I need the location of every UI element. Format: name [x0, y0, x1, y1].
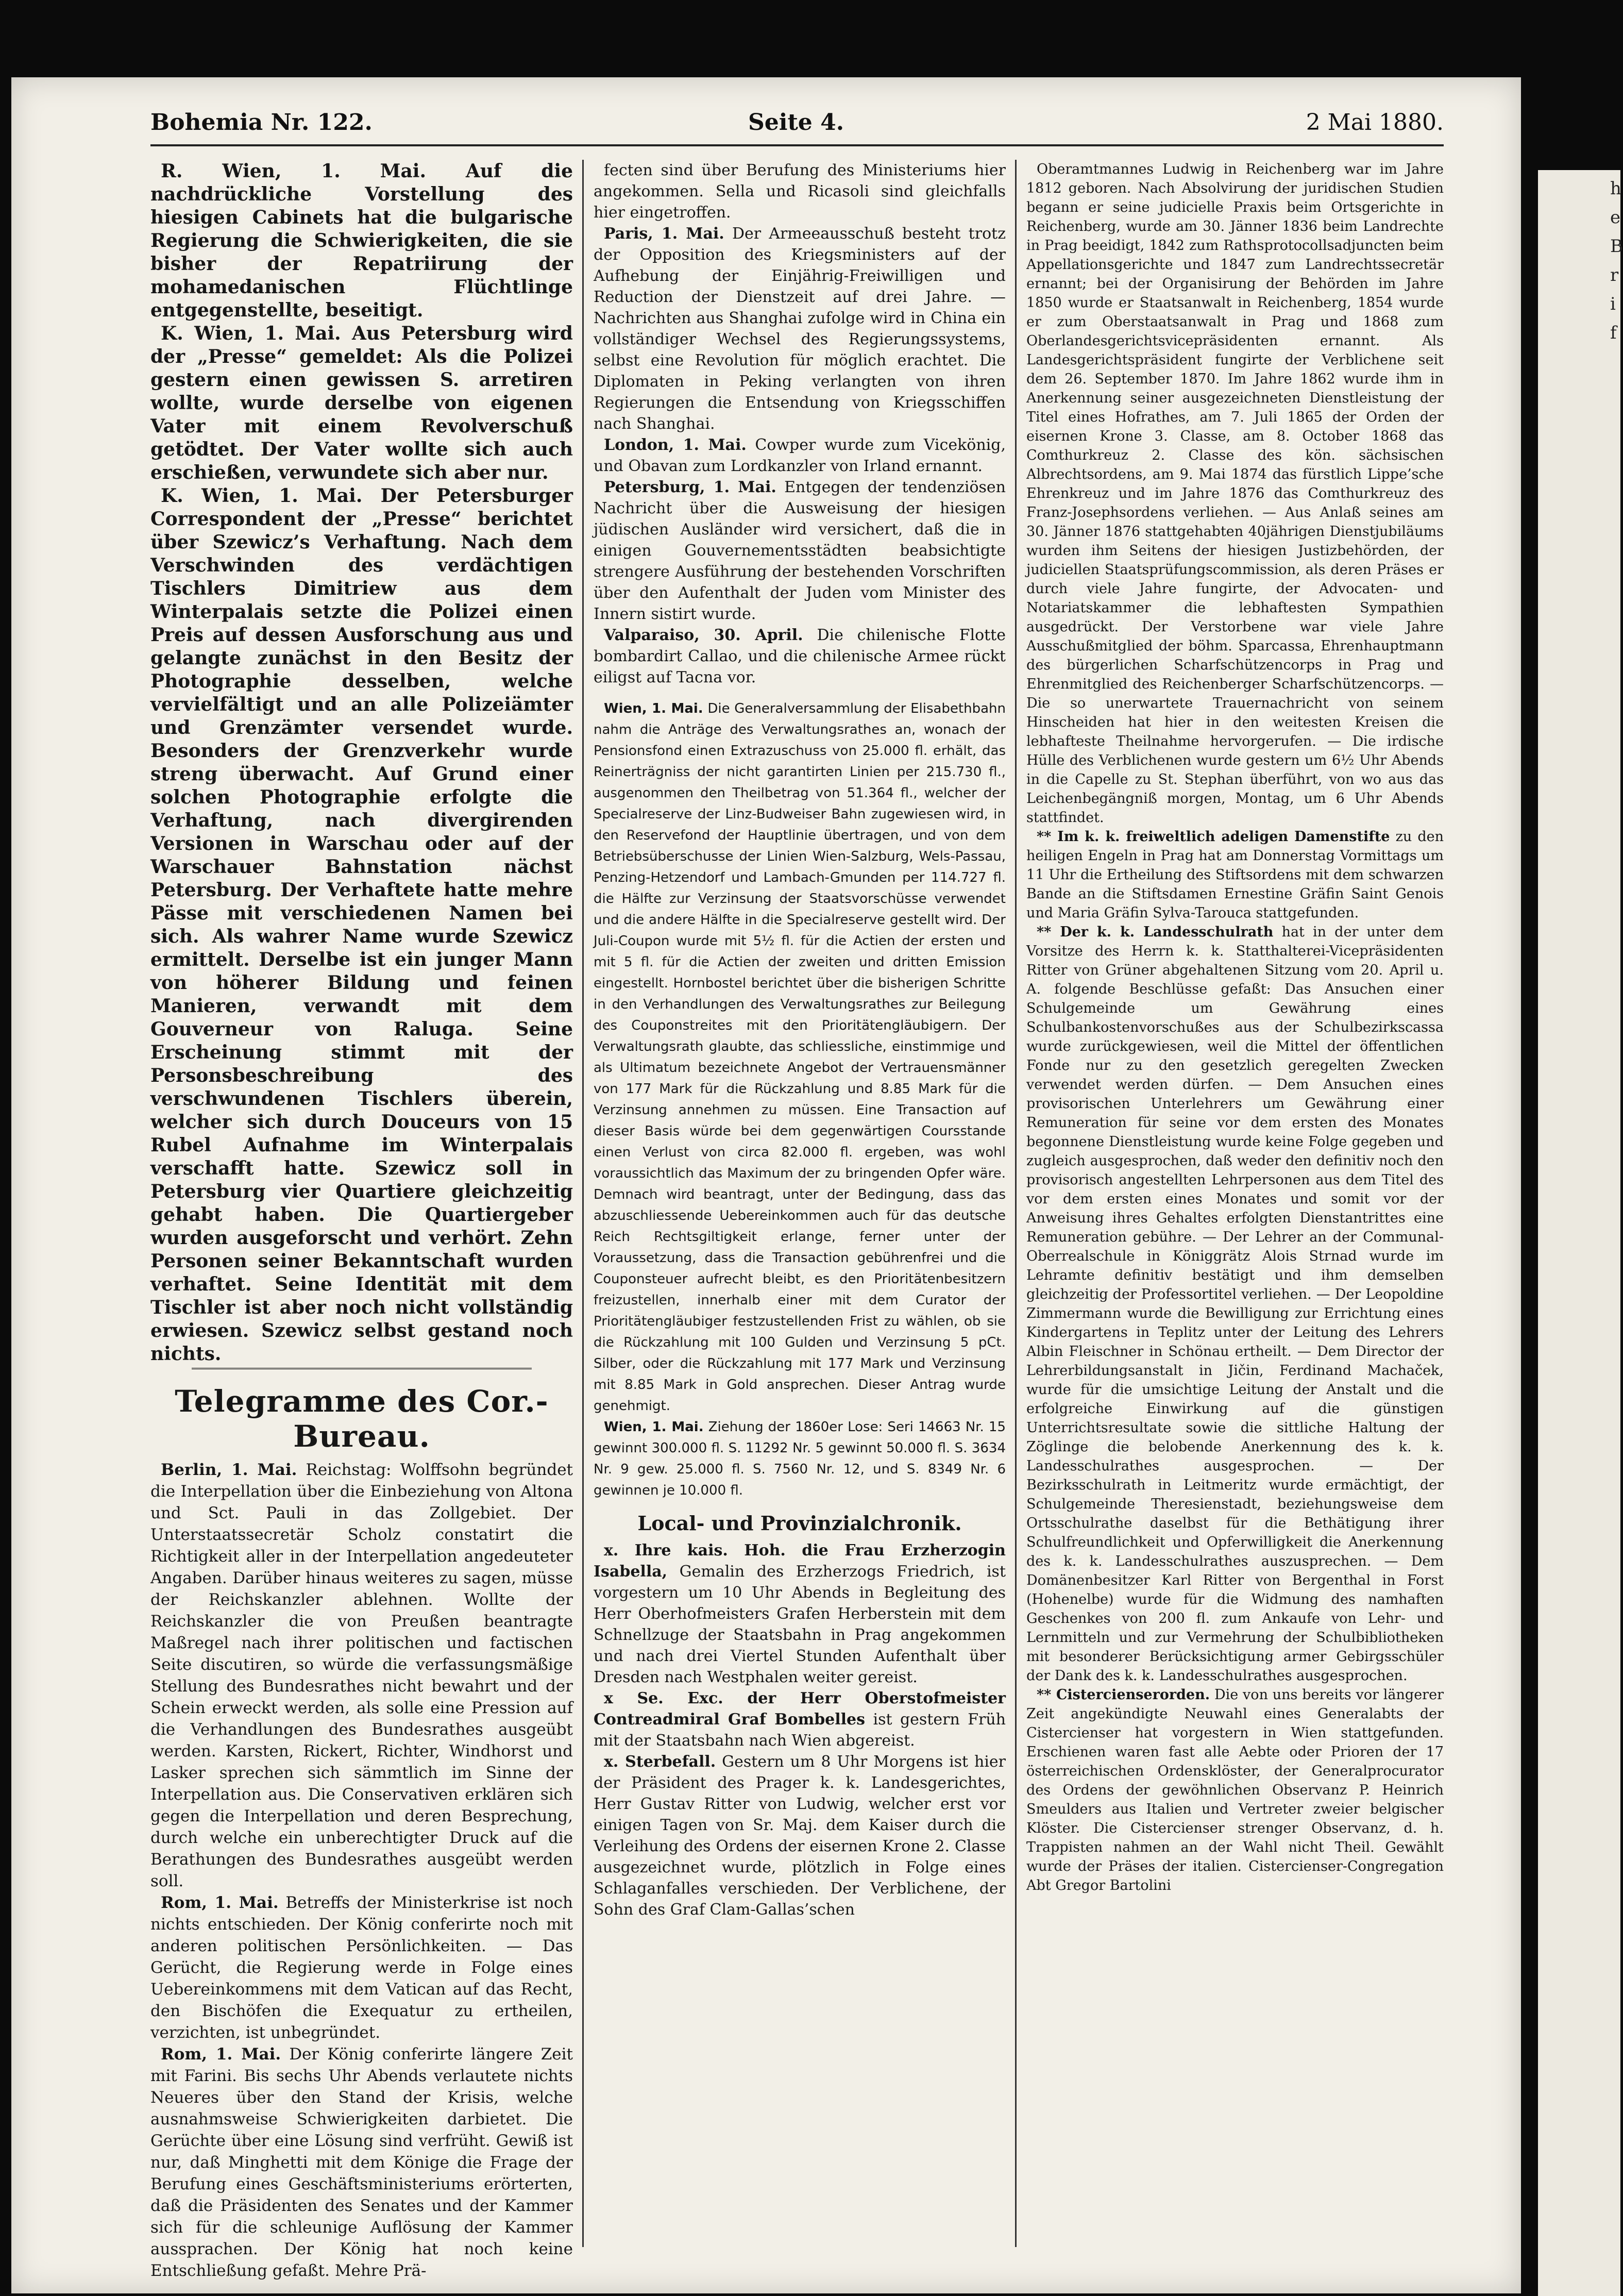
dateline: Paris, 1. Mai.: [604, 225, 724, 243]
financial-notice: [594, 1417, 1006, 1501]
telegram: [594, 160, 1006, 223]
header-rule: [150, 144, 1444, 146]
article: [150, 322, 573, 484]
telegram: [150, 2043, 573, 2282]
telegram-text: Die chilenische Flotte bombardirt Callao, und die chilenische Armee rückt eiligst auf Tacna vor.: [594, 626, 1006, 686]
local-text: Gestern um 8 Uhr Morgens ist hier der Präsident des Prager k. k. Landesgerichtes, Herr Gustav Ritter von Ludwig, welcher erst vor einigen Tagen von Sr. Maj. dem Kaiser durch die Verleihung des Ordens der eisernen Krone 2. Classe ausgezeichnet wurde, plötzlich in Folge eines Schlaganfalles verschieden. Der Verblichene, der Sohn des Graf Clam-Gallas’schen: [594, 1753, 1006, 1919]
telegram-text: Der Armeeausschuß besteht trotz der Opposition des Kriegsministers auf der Aufhebung der Einjährig-Freiwilligen und Reduction der Dienstzeit auf drei Jahre. — Nachrichten aus Shanghai zufolge wird in China ein vollständiger Wechsel des Regierungssystems, selbst eine Revolution für möglich erachtet. Die Diplomaten in Peking verlangten von ihren Regierungen die Entsendung von Kriegsschiffen nach Shanghai.: [594, 225, 1006, 433]
headline: ** Der k. k. Landesschulrath: [1037, 924, 1274, 940]
dateline: Rom, 1. Mai.: [161, 2045, 281, 2064]
telegram: [594, 477, 1006, 625]
local-news: [1026, 160, 1444, 827]
adjacent-page-fragment: e: [1610, 207, 1621, 228]
adjacent-page-fragment: r: [1610, 265, 1619, 286]
headline: x. Sterbefall.: [604, 1753, 716, 1771]
article-text: Auf die nachdrückliche Vorstellung des hiesigen Cabinets hat die bulgarische Regierung die Schwierigkeiten, die sie bisher der Repatriirung der mohamedanischen Flüchtlinge entgegenstellte, beseitigt.: [150, 160, 573, 321]
local-text: Gemalin des Erzherzogs Friedrich, ist vorgestern um 10 Uhr Abends in Begleitung des Herr Oberhofmeisters Grafen Herberstein mit dem Schnellzuge der Staatsbahn in Prag angekommen und nach drei Viertel Stunden Aufenthalt über Dresden nach Westphalen weiter gereist.: [594, 1563, 1006, 1686]
header-page-number: Seite 4.: [748, 109, 844, 136]
telegram-text: Cowper wurde zum Vicekönig, und Obavan zum Lordkanzler von Irland ernannt.: [594, 436, 1006, 475]
page-header: [150, 109, 1444, 140]
article: [150, 160, 573, 322]
headline: x. Ihre kais. Hoh. die Frau Erzherzogin Isabella,: [594, 1541, 1006, 1581]
adjacent-page-fragment: B: [1610, 236, 1623, 257]
local-text: hat in der unter dem Vorsitze des Herrn k. k. Statthalterei-Vicepräsidenten Ritter von Grüner abgehaltenen Sitzung vom 20. April u. A. folgende Beschlüsse gefaßt: Das Ansuchen einer Schulgemeinde um Gewährung eines Schulbankostenvorschußes aus der Schulbezirkscassa wurde zurückgewiesen, weil die Mittel der öffentlichen Fonde nur zu den gesetzlich geregelten Zwecken verwendet werden dürfen. — Dem Ansuchen eines provisorischen Unterlehrers um Gewährung einer Remuneration für seine vor dem ersten des Monates begonnene Dienstleistung wurde keine Folge gegeben und zugleich ausgesprochen, daß weder den definitiv noch den provisorisch angestellten Lehrpersonen aus dem Titel des vor dem ersten eines Monates und somit vor der Anweisung ihres Gehaltes erfolgten Dienstantrittes eine Remuneration gebühre. — Der Lehrer an der Communal-Oberrealschule in Königgrätz Alois Strnad wurde im Lehramte definitiv bestätigt und ihm demselben gleichzeitig der Professortitel verliehen. — Der Leopoldine Zimmermann wurde die Bewilligung zur Errichtung eines Kindergartens in Teplitz unter der Leitung des Lehrers Albin Fleischner in Schönau ertheilt. — Dem Director der Lehrerbildungsanstalt in Jičin, Ferdinand Machaček, wurde für die umsichtige Leitung der Anstalt und die erfolgreiche Einwirkung auf die günstigen Unterrichtsresultate sowie die sittliche Haltung der Zöglinge die belobende Anerkennung des k. k. Landesschulrathes ausgesprochen. — Der Bezirksschulrath in Leitmeritz wurde ermächtigt, der Schulgemeinde Theresienstadt, beziehungsweise dem Ortsschulrathe daselbst für die Bethätigung ihrer Schulfreundlichkeit und Opferwilligkeit die Anerkennung des k. k. Landesschulrathes auszusprechen. — Dem Domänenbesitzer Karl Ritter von Bergenthal in Forst (Hohenelbe) wurde für die Widmung des namhaften Geschenkes von 200 fl. zum Ankaufe von Lehr- und Lernmitteln und zur Vermehrung der Schulbibliotheken mit besonderer Berücksichtigung armer Gebirgsschüler der Dank des k. k. Landesschulrathes ausgesprochen.: [1026, 924, 1444, 1684]
local-text: Oberamtmannes Ludwig in Reichenberg war im Jahre 1812 geboren. Nach Absolvirung der juridischen Studien begann er seine judicielle Praxis beim Ortsgerichte in Reichenberg, wurde am 30. Jänner 1836 beim Landrechte in Prag beeidigt, 1842 zum Rathsprotocollsadjuncten beim Appellationsgerichte und 1847 zum Landrechtssecretär ernannt; bei der Organisirung der Behörden im Jahre 1850 wurde er Staatsanwalt in Reichenberg, 1854 wurde er zum Oberstaatsanwalt in Prag und 1868 zum Oberlandesgerichtsvicepräsidenten ernannt. Als Landesgerichtspräsident fungirte der Verblichene seit dem 26. September 1870. Im Jahre 1862 wurde ihm in Anerkennung seiner ausgezeichneten Dienstleistung der Titel eines Hofrathes, am 7. Juli 1865 der Orden der eisernen Krone 3. Classe, am 8. October 1868 das Comthurkreuz 2. Classe des kön. sächsischen Albrechtsordens, am 9. Mai 1874 das fürstlich Lippe’sche Ehrenkreuz und im Jahre 1876 das Comthurkreuz des Franz-Josephsordens verliehen. — Aus Anlaß seines am 30. Jänner 1876 stattgehabten 40jährigen Dienstjubiläums wurden ihm Seitens der hiesigen Justizbehörden, der judiciellen Staatsprüfungscommission, als deren Präses er durch viele Jahre fungirte, der Advocaten- und Notariatskammer die lebhaftesten Sympathien ausgedrückt. Der Verstorbene war viele Jahre Ausschußmitglied der böhm. Sparcassa, Ehrenhauptmann des bürgerlichen Scharfschützencorps in Prag und Ehrenmitglied des Reichenberger Scharfschützencorps. — Die so unerwartete Trauernachricht von seinem Hinscheiden hat hier in den weitesten Kreisen die lebhafteste Theilnahme hervorgerufen. — Die irdische Hülle des Verblichenen wurde gestern um 6½ Uhr Abends in die Capelle zu St. Stephan überführt, von wo aus das Leichenbegängniß morgen, Montag, um 6 Uhr Abends stattfindet.: [1026, 161, 1444, 826]
separator: [192, 1368, 532, 1375]
local-news: [594, 1540, 1006, 1688]
column-3: [1026, 160, 1444, 1895]
telegram-text: fecten sind über Berufung des Ministeriums hier angekommen. Sella und Ricasoli sind gleichfalls hier eingetroffen.: [594, 161, 1006, 222]
local-news: [1026, 923, 1444, 1685]
dateline: Valparaiso, 30. April.: [604, 626, 803, 644]
telegram: [594, 625, 1006, 688]
article-text: Der Petersburger Correspondent der „Presse“ berichtet über Szewicz’s Verhaftung. Nach dem Verschwinden des verdächtigen Tischlers Dimitriew aus dem Winterpalais setzte die Polizei einen Preis auf dessen Ausforschung aus und gelangte zunächst in den Besitz der Photographie desselben, welche vervielfältigt und an alle Polizeiämter und Grenzämter versendet wurde. Besonders der Grenzverkehr wurde streng überwacht. Auf Grund einer solchen Photographie erfolgte die Verhaftung, nach divergirenden Versionen in Warschau oder auf der Warschauer Bahnstation nächst Petersburg. Der Verhaftete hatte mehre Pässe mit verschiedenen Namen bei sich. Als wahrer Name wurde Szewicz ermittelt. Derselbe ist ein junger Mann von höherer Bildung und feinen Manieren, verwandt mit dem Gouverneur von Raluga. Seine Erscheinung stimmt mit der Personsbeschreibung des verschwundenen Tischlers überein, welcher sich durch Douceurs von 15 Rubel Aufnahme im Winterpalais verschafft hatte. Szewicz soll in Petersburg vier Quartiere gleichzeitig gehabt haben. Die Quartiergeber wurden ausgeforscht und verhört. Zehn Personen seiner Bekanntschaft wurden verhaftet. Seine Identität mit dem Tischler ist aber noch nicht vollständig erwiesen. Szewicz selbst gestand noch nichts.: [150, 485, 573, 1365]
headline: x Se. Exc. der Herr Oberstofmeister Contreadmiral Graf Bombelles: [594, 1689, 1006, 1729]
section-title-local: Local- und Provinzialchronik.: [637, 1512, 962, 1535]
local-news: [1026, 1685, 1444, 1895]
local-news: [594, 1751, 1006, 1920]
local-text: zu den heiligen Engeln in Prag hat am Donnerstag Vormittags um 11 Uhr die Ertheilung des Stiftsordens mit dem schwarzen Bande an die Stiftsdamen Ernestine Gräfin Saint Genois und Maria Gräfin Sylva-Tarouca stattgefunden.: [1026, 829, 1444, 921]
telegram-text: Betreffs der Ministerkrise ist noch nichts entschieden. Der König conferirte noch mit anderen politischen Persönlichkeiten. — Das Gerücht, die Regierung werde in Folge eines Uebereinkommens mit dem Vatican auf das Recht, den Bischöfen die Exequatur zu ertheilen, verzichten, ist unbegründet.: [150, 1893, 573, 2042]
article-text: Aus Petersburg wird der „Presse“ gemeldet: Als die Polizei gestern einen gewissen S. arretiren wollte, wurde derselbe von eigenen Vater mit einem Revolverschuß getödtet. Der Vater wollte sich auch erschießen, verwundete sich aber nur.: [150, 323, 573, 483]
local-news: [1026, 827, 1444, 923]
local-news: [594, 1688, 1006, 1751]
newspaper-page: [11, 77, 1521, 2293]
column-divider: [1015, 160, 1017, 2247]
local-text: Die von uns bereits vor längerer Zeit angekündigte Neuwahl eines Generalabts der Cistercienser hat vorgestern in Wien stattgefunden. Erschienen waren fast alle Aebte oder Prioren der 17 österreichischen Ordensklöster, der Generalprocurator des Ordens der gewöhnlichen Observanz P. Heinrich Smeulders aus Italien und Vertreter zweier belgischer Klöster. Die Cistercienser strenger Observanz, d. h. Trappisten nahmen an der Wahl nicht Theil. Gewählt wurde der Präses der italien. Cistercienser-Congregation Abt Gregor Bartolini: [1026, 1687, 1444, 1893]
dateline: K. Wien, 1. Mai.: [161, 485, 363, 507]
dateline: K. Wien, 1. Mai.: [161, 323, 341, 344]
telegram: [150, 1459, 573, 1892]
adjacent-page-edge: [1538, 170, 1623, 2296]
dateline: Wien, 1. Mai.: [604, 1419, 704, 1435]
telegram: [150, 1892, 573, 2043]
notice-text: Ziehung der 1860er Lose: Seri 14663 Nr. 15 gewinnt 300.000 fl. S. 11292 Nr. 5 gewinnt 50.000 fl. S. 3634 Nr. 9 gew. 25.000 fl. S. 7560 Nr. 12, und S. 8349 Nr. 6 gewinnen je 10.000 fl.: [594, 1419, 1006, 1498]
notice-text: Die Generalversammlung der Elisabethbahn nahm die Anträge des Verwaltungsrathes an, wonach der Pensionsfond einen Extrazuschuss von 25.000 fl. erhält, das Reinerträgniss der nicht garantirten Linien per 215.730 fl., ausgenommen den Theilbetrag von 51.364 fl., welcher der Specialreserve der Linz-Budweiser Bahn zugewiesen wird, in den Reservefond der Hauptlinie übertragen, und von dem Betriebsüberschusse der Linien Wien-Salzburg, Wels-Passau, Penzing-Hetzendorf und Lambach-Gmunden per 114.727 fl. die Hälfte zur Verzinsung der Staatsvorschüsse verwendet und die andere Hälfte in die Specialreserve gestellt wird. Der Juli-Coupon wurde mit 5½ fl. für die Actien der ersten und mit 5 fl. für die Actien der zweiten und dritten Emission eingestellt. Hornbostel berichtet über die bisherigen Schritte in den Verhandlungen des Verwaltungsrathes zur Beilegung des Couponstreites mit den Prioritätengläubigern. Der Verwaltungsrath glaubte, das schliessliche, einstimmige und als Ultimatum bezeichnete Angebot der Vertrauensmänner von 177 Mark für die Rückzahlung und 8.85 Mark für die Verzinsung annehmen zu müssen. Eine Transaction auf dieser Basis würde bei dem gegenwärtigen Coursstande einen Verlust von circa 82.000 fl. ergeben, was wohl voraussichtlich das Maximum der zu bringenden Opfer wäre. Demnach wird beantragt, unter der Bedingung, dass das abzuschliessende Uebereinkommen auch für das deutsche Reich Rechtsgiltigkeit erlange, ferner unter der Voraussetzung, dass die Transaction gebührenfrei und die Couponsteuer aufrecht bleibt, es den Prioritätenbesitzern freizustellen, innerhalb einer mit dem Curator der Prioritätengläubiger festzustellenden Frist zu wählen, ob sie die Rückzahlung mit 100 Gulden und Verzinsung 5 pCt. Silber, oder die Rückzahlung mit 177 Mark und Verzinsung mit 8.85 Mark in Gold ansprechen. Dieser Antrag wurde genehmigt.: [594, 701, 1006, 1414]
section-title-telegrams: Telegramme des Cor.-Bureau.: [175, 1384, 549, 1454]
dateline: Petersburg, 1. Mai.: [604, 478, 776, 496]
dateline: Wien, 1. Mai.: [604, 701, 703, 716]
adjacent-page-fragment: h: [1610, 178, 1621, 199]
financial-notice: [594, 698, 1006, 1417]
headline: ** Im k. k. freiweltlich adeligen Damenstifte: [1037, 829, 1390, 845]
telegram: [594, 434, 1006, 477]
column-divider: [582, 160, 584, 2247]
local-text: ist gestern Früh mit der Staatsbahn nach Wien abgereist.: [594, 1711, 1006, 1750]
telegram: [594, 223, 1006, 434]
telegram-text: Reichstag: Wolffsohn begründet die Interpellation über die Einbeziehung von Altona und Sct. Pauli in das Zollgebiet. Der Unterstaatssecretär Scholz constatirt die Richtigkeit aller in der Interpellation angedeuteter Angaben. Darüber hinaus weiteres zu sagen, müsse der Reichskanzler ablehnen. Wollte der Reichskanzler die von Preußen beantragte Maßregel nach ihrer politischen und factischen Seite discutiren, so würde die verfassungsmäßige Stellung des Bundesrathes nicht bewahrt und der Schein erweckt werden, als solle eine Pression auf die Verhandlungen des Bundesrathes ausgeübt werden. Karsten, Rickert, Richter, Windhorst und Lasker sprechen sich sämmtlich im Sinne der Interpellation aus. Die Conservativen erklären sich gegen die Interpellation und deren Besprechung, durch welche ein unberechtigter Druck auf die Berathungen des Bundesrathes ausgeübt werden soll.: [150, 1461, 573, 1890]
dateline: Berlin, 1. Mai.: [161, 1461, 297, 1479]
column-2: [594, 160, 1006, 1920]
telegram-text: Entgegen der tendenziösen Nachricht über die Ausweisung der hiesigen jüdischen Ausländer wird versichert, daß die in einigen Gouvernementsstädten beabsichtigte strengere Ausführung der bestehenden Vorschriften über den Aufenthalt der Juden vom Minister des Innern sistirt wurde.: [594, 478, 1006, 623]
dateline: R. Wien, 1. Mai.: [161, 160, 426, 182]
header-newspaper-name: Bohemia Nr. 122.: [150, 109, 373, 136]
adjacent-page-fragment: f: [1610, 323, 1617, 343]
column-1: [150, 160, 573, 2282]
telegram-text: Der König conferirte längere Zeit mit Farini. Bis sechs Uhr Abends verlautete nichts Neueres über den Stand der Krisis, welche ausnahmsweise Schwierigkeiten darbietet. Die Gerüchte über eine Lösung sind verfrüht. Gewiß ist nur, daß Minghetti mit dem Könige die Frage der Berufung eines Geschäftsministeriums erörterten, daß die Präsidenten des Senates und der Kammer sich für die schleunige Auflösung der Kammer aussprachen. Der König hat noch keine Entschließung gefaßt. Mehre Prä-: [150, 2045, 573, 2280]
dateline: Rom, 1. Mai.: [161, 1893, 279, 1912]
header-date: 2 Mai 1880.: [1306, 109, 1444, 136]
adjacent-page-fragment: i: [1610, 294, 1616, 314]
article: [150, 484, 573, 1366]
dateline: London, 1. Mai.: [604, 436, 747, 454]
headline: ** Cistercienserorden.: [1037, 1687, 1210, 1703]
